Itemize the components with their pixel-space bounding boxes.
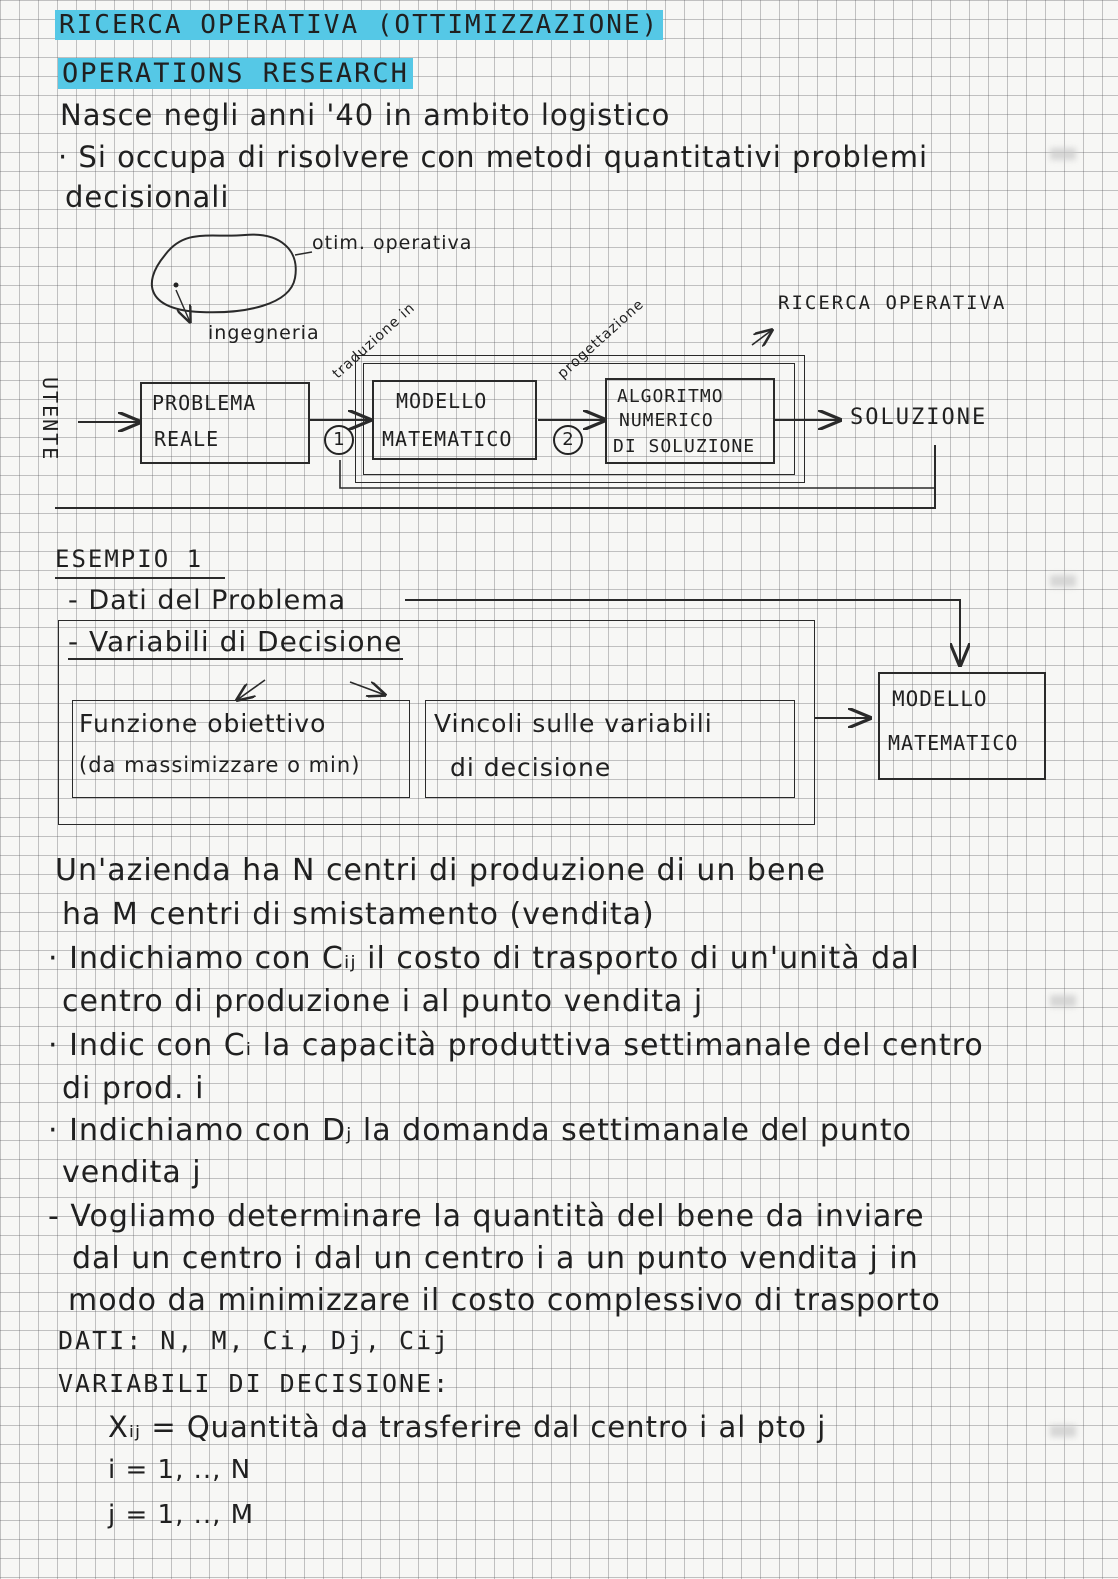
body-line-13: Xᵢⱼ = Quantità da trasferire dal centro i al pto j: [108, 1410, 827, 1444]
body-line-11: DATI: N, M, Ci, Dj, Cij: [58, 1326, 451, 1355]
body-line-1: ha M centri di smistamento (vendita): [62, 897, 655, 932]
box-algo-line-1: ALGORITMO: [617, 386, 724, 407]
box-modello-matematico: [372, 380, 537, 460]
edge-artifact-4: [1050, 1425, 1076, 1437]
box-problema-line-2: REALE: [154, 427, 220, 451]
body-line-8: - Vogliamo determinare la quantità del bene da inviare: [48, 1199, 925, 1234]
box-algo-line-2: NUMERICO: [619, 410, 714, 431]
flow-ricerca-label: RICERCA OPERATIVA: [778, 292, 1007, 314]
intro-line-3: decisionali: [65, 180, 230, 214]
body-line-2: · Indichiamo con Cᵢⱼ il costo di trasporto di un'unità dal: [48, 941, 920, 976]
flow-user-label: UTENTE: [38, 377, 62, 462]
step-1-circle: 1: [324, 425, 354, 455]
venn-outer-label: otim. operativa: [312, 232, 473, 254]
objective-box: [72, 700, 410, 798]
box-problema-reale: [140, 382, 310, 464]
intro-line-1: Nasce negli anni '40 in ambito logistico: [60, 98, 671, 132]
model-box: [878, 672, 1046, 780]
example-vars-item: - Variabili di Decisione: [68, 625, 403, 658]
flow-solution-label: SOLUZIONE: [850, 405, 988, 430]
constraints-line-1: Vincoli sulle variabili: [434, 709, 713, 738]
model-box-line-2: MATEMATICO: [888, 731, 1019, 755]
box-algoritmo: [605, 378, 775, 464]
objective-line-2: (da massimizzare o min): [79, 753, 361, 777]
body-line-0: Un'azienda ha N centri di produzione di un bene: [55, 853, 826, 888]
constraints-line-2: di decisione: [450, 753, 612, 782]
venn-inner-label: ingegneria: [208, 322, 320, 344]
body-line-6: · Indichiamo con Dⱼ la domanda settimanale del punto: [48, 1113, 913, 1148]
box-algo-line-3: DI SOLUZIONE: [613, 436, 756, 457]
body-line-5: di prod. i: [62, 1071, 205, 1106]
body-line-4: · Indic con Cᵢ la capacità produttiva settimanale del centro: [48, 1028, 984, 1063]
intro-line-2: · Si occupa di risolvere con metodi quantitativi problemi: [58, 140, 929, 174]
box-modello-line-2: MATEMATICO: [382, 427, 513, 451]
body-line-3: centro di produzione i al punto vendita j: [62, 984, 704, 1019]
box-modello-line-1: MODELLO: [396, 389, 488, 413]
edge-artifact-1: [1050, 148, 1076, 160]
body-line-14: i = 1, .., N: [108, 1455, 252, 1485]
body-line-15: j = 1, .., M: [108, 1500, 255, 1530]
body-line-12: VARIABILI DI DECISIONE:: [58, 1369, 451, 1398]
edge-artifact-2: [1050, 575, 1076, 587]
flow-arrow-1-label: traduzione in: [329, 299, 419, 382]
title-highlight-2: OPERATIONS RESEARCH: [58, 58, 413, 89]
body-line-7: vendita j: [62, 1155, 202, 1190]
box-problema-line-1: PROBLEMA: [152, 391, 257, 415]
example-heading: ESEMPIO 1: [55, 545, 204, 573]
step-2-circle: 2: [553, 425, 583, 455]
venn-blob: [152, 235, 296, 313]
title-highlight-1: RICERCA OPERATIVA (OTTIMIZZAZIONE): [55, 10, 663, 40]
model-box-line-1: MODELLO: [892, 687, 988, 711]
example-data-item: - Dati del Problema: [68, 585, 347, 616]
edge-artifact-3: [1050, 995, 1076, 1007]
flow-arrow-2-label: progettazione: [554, 296, 648, 382]
body-line-9: dal un centro i dal un centro i a un punto vendita j in: [72, 1241, 919, 1276]
objective-line-1: Funzione obiettivo: [79, 709, 327, 738]
constraints-box: [425, 700, 795, 798]
body-line-10: modo da minimizzare il costo complessivo di trasporto: [68, 1283, 941, 1318]
